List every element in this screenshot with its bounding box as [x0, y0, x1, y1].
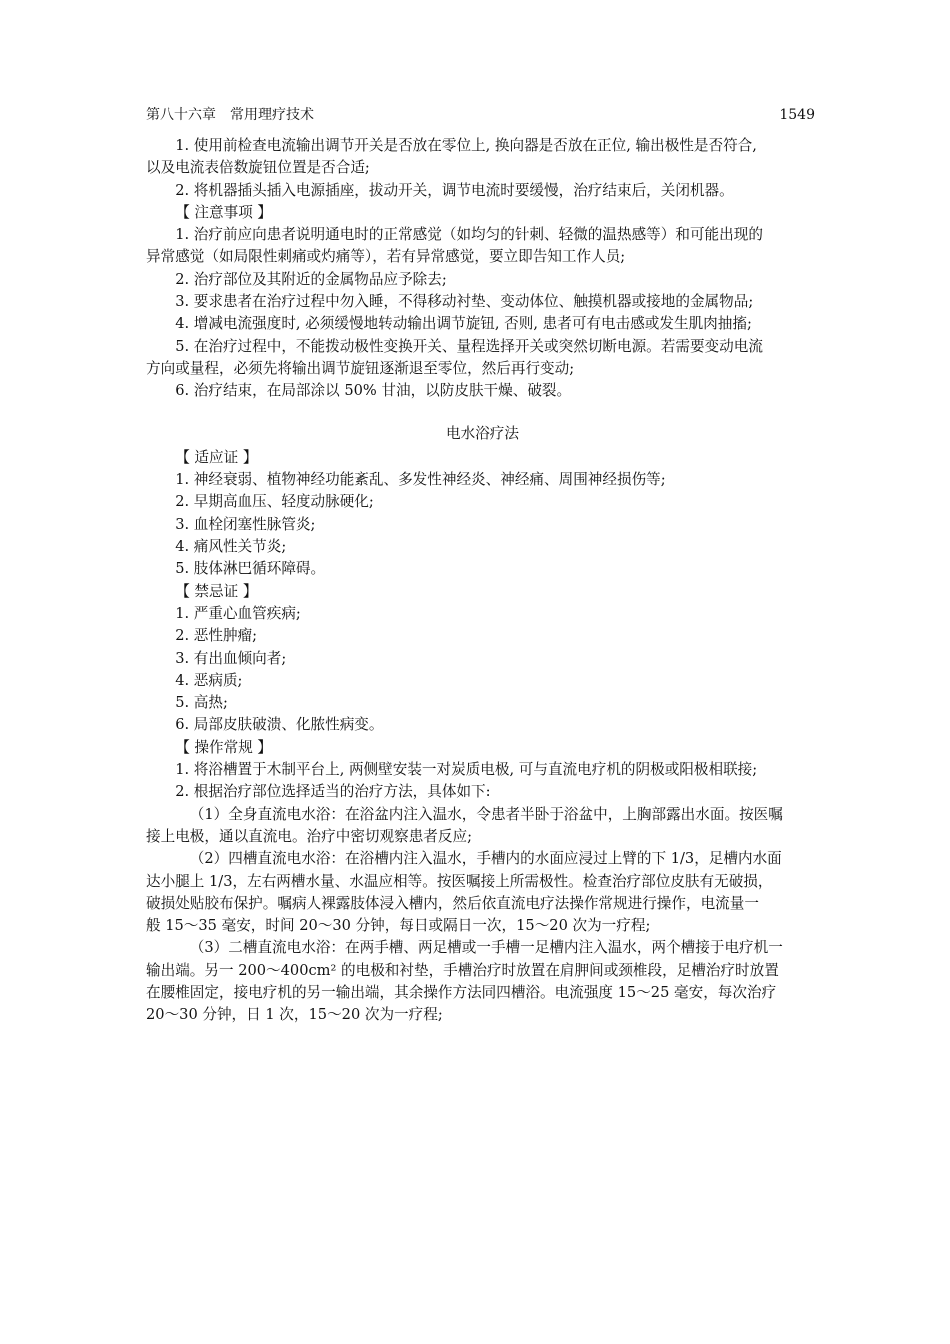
- list-item: 3. 要求患者在治疗过程中勿入睡，不得移动衬垫、变动体位、触摸机器或接地的金属物品;: [175, 293, 754, 311]
- list-item: 3. 有出血倾向者;: [175, 649, 287, 667]
- list-item: 5. 肢体淋巴循环障碍。: [175, 560, 326, 578]
- list-item: 6. 局部皮肤破溃、化脓性病变。: [175, 716, 384, 734]
- running-header: [146, 104, 819, 126]
- operation-heading: 【 操作常规 】: [175, 738, 273, 756]
- list-item: 2. 根据治疗部位选择适当的治疗方法，具体如下:: [175, 783, 491, 801]
- contraindications-list: [146, 603, 819, 737]
- contraindications-heading: 【 禁忌证 】: [175, 582, 258, 600]
- list-item: 4. 痛风性关节炎;: [175, 538, 287, 556]
- indications-list: [146, 469, 819, 580]
- list-item: 6. 治疗结束，在局部涂以 50% 甘油，以防皮肤干燥、破裂。: [175, 382, 572, 400]
- precautions-heading: 【 注意事项 】: [175, 203, 273, 221]
- list-item: 4. 恶病质;: [175, 671, 243, 689]
- list-item: 5. 高热;: [175, 694, 228, 712]
- operation-list: [146, 759, 819, 1027]
- chapter-title: 第八十六章 常用理疗技术: [146, 107, 314, 123]
- list-item: 2. 治疗部位及其附近的金属物品应予除去;: [175, 270, 447, 288]
- method-paragraph: （3）二槽直流电水浴：在两手槽、两足槽或一手槽一足槽内注入温水，两个槽接于电疗机一 输出端。另一 200～400cm² 的电极和衬垫，手槽治疗时放置在肩胛间或颈椎段，足槽治疗时放置 在腰椎固定，接电疗机的另一输出端，其余操作方法同四槽浴。电流强度 15～25 毫安，每次治疗 20～30 分钟，日 1 次，15～20 次为一疗程;: [146, 939, 783, 1024]
- list-item: 4. 增减电流强度时, 必须缓慢地转动输出调节旋钮, 否则, 患者可有电击感或发生肌肉抽搐;: [175, 315, 752, 333]
- list-item: 1. 将浴槽置于木制平台上, 两侧壁安装一对炭质电极, 可与直流电疗机的阴极或阳极相联接;: [175, 761, 758, 779]
- list-item: 5. 在治疗过程中，不能拨动极性变换开关、量程选择开关或突然切断电源。若需要变动电流 方向或量程，必须先将输出调节旋钮逐渐退至零位，然后再行变动;: [146, 337, 763, 377]
- list-item: 3. 血栓闭塞性脉管炎;: [175, 515, 316, 533]
- paragraph: 2. 将机器插头插入电源插座，拔动开关，调节电流时要缓慢，治疗结束后，关闭机器。: [175, 181, 734, 199]
- list-item: 1. 神经衰弱、植物神经功能紊乱、多发性神经炎、神经痛、周围神经损伤等;: [175, 471, 666, 489]
- operation-steps-continued: [146, 135, 819, 202]
- paragraph: 1. 使用前检查电流输出调节开关是否放在零位上, 换向器是否放在正位, 输出极性是否符合, 以及电流表倍数旋钮位置是否合适;: [146, 137, 757, 177]
- list-item: 1. 严重心血管疾病;: [175, 604, 301, 622]
- page-number: 1549: [779, 107, 815, 123]
- list-item: 2. 早期高血压、轻度动脉硬化;: [175, 493, 374, 511]
- list-item: 1. 治疗前应向患者说明通电时的正常感觉（如均匀的针刺、轻微的温热感等）和可能出现的 异常感觉（如局限性刺痛或灼痛等），若有异常感觉，要立即告知工作人员;: [146, 226, 763, 266]
- page-body: [146, 135, 819, 1027]
- indications-heading: 【 适应证 】: [175, 448, 258, 466]
- document-page: [146, 104, 819, 1027]
- section-title: 电水浴疗法: [446, 424, 519, 442]
- list-item: 2. 恶性肿瘤;: [175, 627, 258, 645]
- precautions-list: [146, 224, 819, 402]
- method-paragraph: （1）全身直流电水浴：在浴盆内注入温水，令患者半卧于浴盆中，上胸部露出水面。按医嘱 接上电极，通以直流电。治疗中密切观察患者反应;: [146, 805, 783, 845]
- method-paragraph: （2）四槽直流电水浴：在浴槽内注入温水，手槽内的水面应浸过上臂的下 1/3，足槽内水面 达小腿上 1/3，左右两槽水量、水温应相等。按医嘱接上所需极性。检查治疗部位皮肤有无破损， 破损处贴胶布保护。嘱病人裸露肢体浸入槽内，然后依直流电疗法操作常规进行操作，电流量一 般 15～35 毫安，时间 20～30 分钟，每日或隔日一次，15～20 次为一疗程;: [146, 850, 782, 935]
